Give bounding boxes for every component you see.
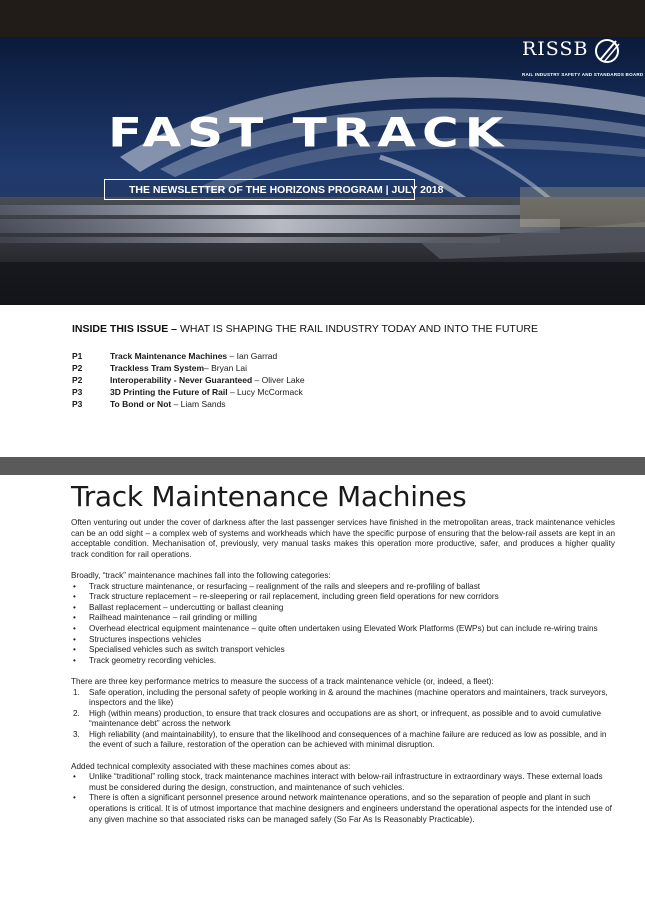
station-night-photo: [0, 37, 645, 305]
toc-title: 3D Printing the Future of Rail: [110, 387, 228, 398]
toc-author: Bryan Lai: [211, 363, 248, 374]
toc-page: P1: [72, 351, 83, 361]
toc-item[interactable]: [72, 362, 305, 374]
article-body: [71, 518, 615, 836]
metrics-lead: There are three key performance metrics to measure the success of a track maintenance vehicle (or, indeed, a fleet):: [71, 676, 494, 686]
toc-page: P3: [72, 399, 83, 410]
inside-this-issue-heading: [72, 323, 538, 335]
toc-title: To Bond or Not: [110, 399, 172, 410]
complexity-list: [71, 772, 615, 825]
table-of-contents: [72, 350, 305, 410]
top-bar: [0, 0, 645, 37]
bullet-icon: •: [73, 581, 76, 591]
complexity-lead: Added technical complexity associated with these machines comes about as:: [71, 761, 351, 771]
toc-author: Liam Sands: [180, 399, 226, 410]
toc-sep: –: [204, 363, 212, 374]
article-intro: Often venturing out under the cover of darkness after the last passenger services have finished in the metropolitan areas, track maintenance vehicles can be an odd sight – a complex web of systems and workheads which have the specific purpose of ensuring that the below-rail assets are kept in an acceptable condition. Mechanisation of, previously, very manual tasks makes this operation more productive, safer, and produces a higher quality track condition for rail operations.: [71, 518, 615, 559]
bullet-icon: •: [73, 613, 76, 623]
bullet-icon: •: [73, 793, 76, 803]
bullet-icon: •: [73, 772, 76, 782]
toc-sep: –: [252, 375, 262, 386]
newsletter-subtitle: THE NEWSLETTER OF THE HORIZONS PROGRAM | JULY 2018: [104, 179, 415, 200]
list-item: 3. High reliability (and maintainability), to ensure that the likelihood and consequences of a machine failure are reduced as low as possible, and in the event of such a failure, restoration of the operation can be achieved with minimal disruption.: [73, 729, 607, 750]
list-item: 1. Safe operation, including the personal safety of people working in & around the machines (machine operators and maintainers, track surveyors, inspectors and the like): [73, 687, 608, 708]
toc-page: P2: [72, 375, 83, 386]
bullet-icon: •: [73, 634, 76, 644]
logo-text: RISSB: [522, 38, 589, 60]
list-item: • There is often a significant personnel presence around network maintenance operations, and so the separation of people and plant in such operations is critical. It is of utmost importance that machine designers and engineers understand the operational aspects for the intended use of any given machine so that associated risks can be managed safely (So Far As Is Reasonably Practicable).: [73, 793, 612, 824]
masthead-title: FAST TRACK: [108, 109, 510, 157]
list-item: • Specialised vehicles such as switch transport vehicles: [73, 645, 285, 655]
bullet-icon: •: [73, 645, 76, 655]
toc-sep: –: [227, 351, 237, 361]
list-item: • Track geometry recording vehicles.: [73, 655, 217, 665]
list-item: 2. High (within means) production, to ensure that track closures and occupations are as short, or infrequent, as possible and to avoid cumulative “maintenance debt” across the network: [73, 708, 601, 729]
toc-page: P3: [72, 387, 83, 398]
bullet-icon: •: [73, 623, 76, 633]
inside-tagline: WHAT IS SHAPING THE RAIL INDUSTRY TODAY AND INTO THE FUTURE: [179, 323, 538, 335]
list-item: • Ballast replacement – undercutting or ballast cleaning: [73, 602, 284, 612]
list-item: • Track structure maintenance, or resurfacing – realignment of the rails and sleepers and re-profiling of ballast: [73, 581, 481, 591]
list-item: • Track structure replacement – re-sleepering or rail replacement, including green field operations for new corridors: [73, 592, 499, 602]
toc-title: Trackless Tram System: [110, 363, 205, 374]
toc-author: Oliver Lake: [261, 375, 305, 386]
logo-subtitle: RAIL INDUSTRY SAFETY AND STANDARDS BOARD: [522, 72, 644, 77]
toc-item[interactable]: [72, 374, 305, 386]
list-item: • Unlike “traditional” rolling stock, track maintenance machines interact with below-rail infrastructure in extraordinary ways. These external loads must be considered during the design, construction, and maintenance of such vehicles.: [73, 772, 603, 792]
metrics-list: [71, 688, 615, 752]
bullet-icon: •: [73, 592, 76, 602]
toc-item[interactable]: [72, 386, 305, 398]
toc-page: P2: [72, 363, 83, 374]
list-item: • Overhead electrical equipment maintenance – quite often undertaken using Elevated Work Platforms (EWPs) but can include re-wiring trains: [73, 623, 598, 633]
logo-emblem-icon: [594, 36, 622, 66]
toc-sep: –: [227, 387, 238, 398]
toc-title: Track Maintenance Machines: [110, 351, 228, 361]
article-title: Track Maintenance Machines: [71, 480, 467, 513]
categories-lead: Broadly, “track” maintenance machines fall into the following categories:: [71, 570, 331, 580]
bullet-icon: •: [73, 602, 76, 612]
inside-label: INSIDE THIS ISSUE –: [72, 323, 180, 335]
toc-sep: –: [171, 399, 181, 410]
toc-author: Lucy McCormack: [237, 387, 303, 398]
toc-item[interactable]: [72, 350, 305, 362]
list-item: • Structures inspections vehicles: [73, 634, 202, 644]
hero-banner: [0, 37, 645, 305]
toc-title: Interoperability - Never Guaranteed: [110, 375, 253, 386]
list-item: • Railhead maintenance – rail grinding or milling: [73, 613, 257, 623]
bullet-icon: •: [73, 655, 76, 665]
categories-list: [71, 582, 615, 667]
section-divider: [0, 457, 645, 475]
toc-item[interactable]: [72, 398, 305, 410]
toc-author: Ian Garrad: [236, 351, 278, 361]
